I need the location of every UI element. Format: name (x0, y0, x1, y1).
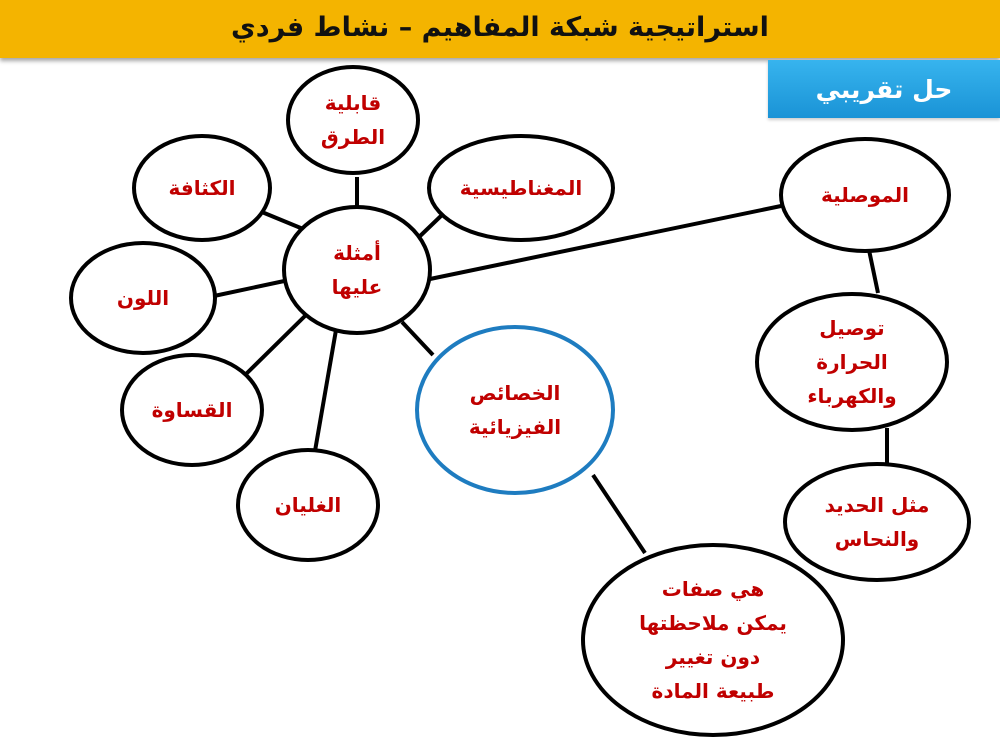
node-ellipse (288, 67, 418, 173)
node-label: القساوة (151, 398, 233, 422)
node-label: هي صفات (661, 577, 765, 601)
connector-line (418, 214, 443, 238)
node-label: توصيل (819, 316, 885, 340)
node-hardness (122, 355, 262, 465)
node-label: الكثافة (168, 176, 236, 200)
node-label: الطرق (320, 125, 386, 149)
node-definition (583, 545, 843, 735)
node-label: طبيعة المادة (651, 679, 775, 703)
node-label: قابلية (324, 91, 382, 115)
node-heat-electric (757, 294, 947, 430)
node-color (71, 243, 215, 353)
connector-line (315, 330, 336, 451)
node-label: الموصلية (820, 183, 910, 207)
node-label: عليها (331, 275, 383, 299)
node-label: أمثلة (333, 241, 381, 265)
node-malleability (288, 67, 418, 173)
node-ellipse (284, 207, 430, 333)
node-boiling (238, 450, 378, 560)
node-label: الغليان (274, 493, 342, 517)
node-label: اللون (116, 286, 170, 310)
node-label: المغناطيسية (459, 176, 583, 200)
node-label: الحرارة (816, 350, 888, 374)
node-label: يمكن ملاحظتها (639, 611, 787, 635)
node-label: والكهرباء (807, 384, 897, 408)
connector-line (869, 250, 878, 293)
node-magnetism (429, 136, 613, 240)
node-iron-copper (785, 464, 969, 580)
node-center (417, 327, 613, 493)
connector-line (214, 280, 289, 296)
node-conductivity (781, 139, 949, 251)
connector-line (243, 314, 307, 377)
connector-line (593, 475, 645, 553)
node-label: الخصائص (469, 381, 561, 405)
node-label: والنحاس (834, 527, 920, 551)
node-ellipse (417, 327, 613, 493)
node-ellipse (785, 464, 969, 580)
concept-nodes (71, 67, 969, 735)
solution-badge-label: حل تقريبي (815, 74, 953, 104)
node-examples (284, 207, 430, 333)
node-label: دون تغيير (665, 645, 761, 669)
connector-line (402, 322, 433, 355)
node-label: مثل الحديد (824, 493, 930, 517)
node-density (134, 136, 270, 240)
slide-title: استراتيجية شبكة المفاهيم – نشاط فردي (231, 11, 769, 43)
node-ellipse (583, 545, 843, 735)
node-label: الفيزيائية (468, 415, 562, 439)
